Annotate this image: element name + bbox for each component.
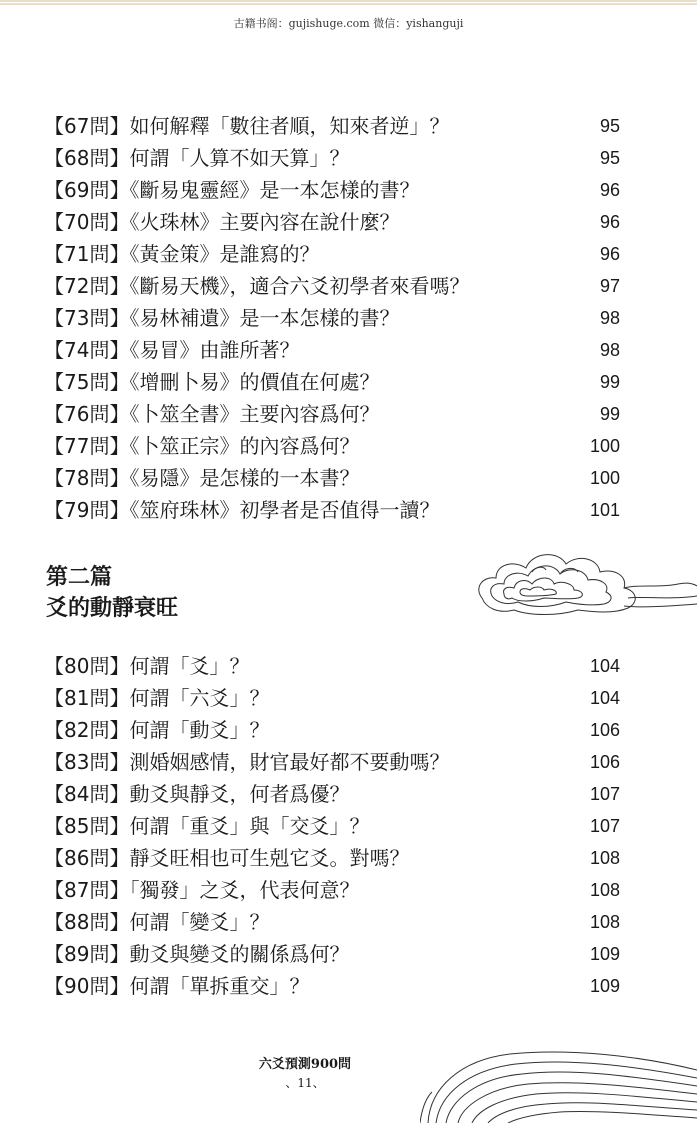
toc-entry-title: 【69問】《斷易鬼靈經》是一本怎樣的書？ [44, 178, 420, 202]
toc-entry-page: 98 [599, 308, 620, 328]
toc-entry [44, 970, 620, 1002]
toc-entry-page: 101 [589, 500, 620, 520]
wave-decoration-icon [420, 1048, 697, 1123]
page-top-border [0, 0, 697, 6]
toc-entry [44, 142, 620, 174]
toc-entry [44, 650, 620, 682]
toc-entry [44, 302, 620, 334]
toc-entry-title: 【75問】《增刪卜易》的價值在何處？ [44, 370, 380, 394]
footer-book-title: 六爻預測900問 [258, 1057, 352, 1072]
toc-entry-title: 【80問】何謂「爻」？ [44, 654, 250, 678]
toc-entry-page: 104 [589, 656, 620, 676]
toc-entry [44, 842, 620, 874]
toc-entry [44, 270, 620, 302]
toc-list-group-1 [44, 110, 620, 526]
toc-entry-page: 96 [599, 244, 620, 264]
toc-entry [44, 714, 620, 746]
toc-entry [44, 110, 620, 142]
toc-entry-title: 【86問】靜爻旺相也可生剋它爻。對嗎？ [44, 846, 410, 870]
toc-entry-page: 100 [589, 436, 620, 456]
toc-entry-title: 【82問】何謂「動爻」？ [44, 718, 270, 742]
toc-entry [44, 238, 620, 270]
toc-list-group-2 [44, 650, 620, 1002]
toc-entry-page: 99 [599, 404, 620, 424]
site-watermark-header: 古籍书阁：gujishuge.com 微信：yishanguji [233, 17, 464, 30]
toc-entry-page: 106 [589, 752, 620, 772]
toc-entry-page: 104 [589, 688, 620, 708]
section-title: 爻的動靜衰旺 [46, 595, 179, 621]
toc-entry-page: 95 [599, 148, 620, 168]
footer-page-number: 、11、 [285, 1076, 325, 1090]
toc-entry [44, 366, 620, 398]
toc-entry-title: 【90問】何謂「單拆重交」？ [44, 974, 310, 998]
toc-entry [44, 746, 620, 778]
toc-entry [44, 430, 620, 462]
toc-entry [44, 938, 620, 970]
toc-entry [44, 778, 620, 810]
toc-entry-title: 【77問】《卜筮正宗》的內容爲何？ [44, 434, 360, 458]
toc-entry-title: 【85問】何謂「重爻」與「交爻」？ [44, 814, 370, 838]
toc-entry-title: 【84問】動爻與靜爻，何者爲優？ [44, 782, 350, 806]
toc-entry-page: 96 [599, 212, 620, 232]
toc-entry [44, 874, 620, 906]
toc-entry-page: 108 [589, 880, 620, 900]
toc-entry-page: 109 [589, 976, 620, 996]
toc-entry-title: 【76問】《卜筮全書》主要內容爲何？ [44, 402, 380, 426]
toc-entry-page: 96 [599, 180, 620, 200]
toc-entry-title: 【89問】動爻與變爻的關係爲何？ [44, 942, 350, 966]
toc-entry-title: 【81問】何謂「六爻」？ [44, 686, 270, 710]
toc-entry-page: 99 [599, 372, 620, 392]
toc-entry-page: 108 [589, 912, 620, 932]
toc-entry [44, 334, 620, 366]
toc-entry-page: 100 [589, 468, 620, 488]
toc-entry [44, 682, 620, 714]
toc-entry-title: 【78問】《易隱》是怎樣的一本書？ [44, 466, 360, 490]
toc-entry [44, 174, 620, 206]
toc-entry-page: 98 [599, 340, 620, 360]
toc-entry-title: 【72問】《斷易天機》，適合六爻初學者來看嗎？ [44, 274, 470, 298]
toc-entry-title: 【68問】何謂「人算不如天算」？ [44, 146, 350, 170]
toc-entry [44, 810, 620, 842]
toc-entry-title: 【73問】《易林補遺》是一本怎樣的書？ [44, 306, 400, 330]
toc-entry-page: 97 [599, 276, 620, 296]
toc-entry-title: 【88問】何謂「變爻」？ [44, 910, 270, 934]
toc-entry-page: 109 [589, 944, 620, 964]
toc-entry-title: 【74問】《易冒》由誰所著？ [44, 338, 300, 362]
toc-entry [44, 462, 620, 494]
toc-entry-title: 【87問】「獨發」之爻，代表何意？ [44, 878, 360, 902]
toc-entry-title: 【70問】《火珠林》主要內容在說什麼？ [44, 210, 400, 234]
section-heading [46, 562, 178, 624]
toc-entry [44, 906, 620, 938]
toc-entry-page: 108 [589, 848, 620, 868]
toc-entry-page: 107 [589, 784, 620, 804]
toc-entry-title: 【67問】如何解釋「數往者順，知來者逆」？ [44, 114, 450, 138]
toc-entry [44, 494, 620, 526]
toc-entry [44, 206, 620, 238]
toc-entry-title: 【83問】測婚姻感情，財官最好都不要動嗎？ [44, 750, 450, 774]
toc-entry-title: 【71問】《黃金策》是誰寫的？ [44, 242, 320, 266]
toc-entry-page: 106 [589, 720, 620, 740]
toc-entry-page: 95 [599, 116, 620, 136]
cloud-decoration-icon [474, 540, 697, 620]
toc-entry-page: 107 [589, 816, 620, 836]
section-number: 第二篇 [46, 564, 113, 590]
toc-entry [44, 398, 620, 430]
toc-entry-title: 【79問】《筮府珠林》初學者是否值得一讀？ [44, 498, 440, 522]
